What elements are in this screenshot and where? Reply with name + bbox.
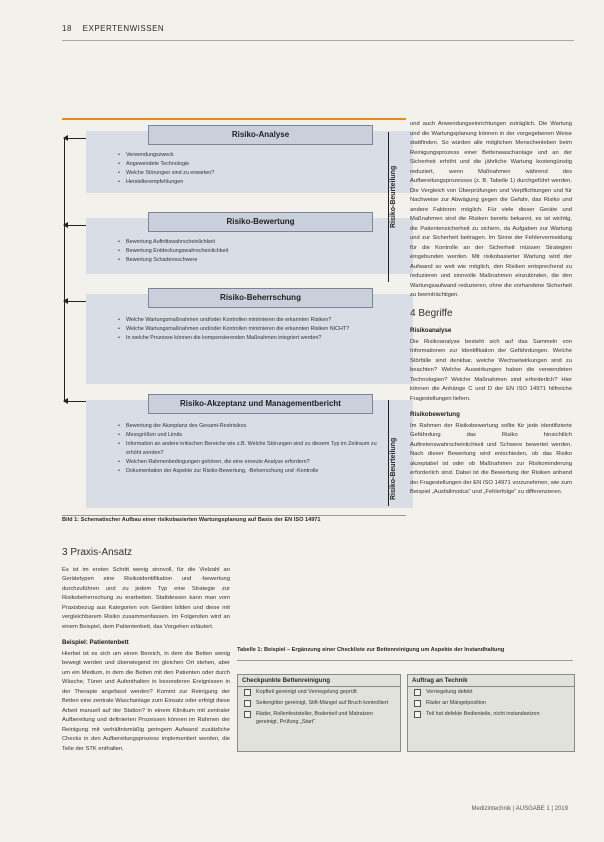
side-label: Risiko-Beurteilung bbox=[390, 437, 397, 500]
block-risk-analysis bbox=[86, 131, 413, 193]
checkbox[interactable] bbox=[244, 689, 251, 696]
body-text: und auch Anwendungseinrichtungen zuträglich. Die Wartung und die Wartungsplanung können in der vorgegebenen Weise stattfinden. So würden alle möglichen Menschenleben beim Reinigungsprozess einer Bettenwaschanlage und an der Sicherheit erhöht und die jährliche Wartung kostengünstig reduziert, wenn Maßnahmen während des Aufbereitungsprozesses (z. B. Tabelle 1) durchgeführt werden. Die Vergleich von Überprüfungen und Verpflichtungen und für Nachweise zur Abwägung gegen die Gefahr, das Risiko und andere Faktoren möglich. Für viele dieser Geräte und Maßnahmen sind die Risiken bereits bekannt, es ist wichtig, die Patientensicherheit zu sichern, da Aufgaben zur Wartung und zur Sicherheit beitragen. Im Sinne der Fehlervermeidung für die Kontrolle an der Sicherheit müssen Strategien eingebunden werden. Mit risikobasierter Wartung wird der Aufwand so weit wie möglich, den Risiken entsprechend zu reduzieren und sinnvolle Maßnahmen einzubinden, die den Wartungsaufwand reduzieren, ohne die vorhandene Sicherheit zu beeinträchtigen. bbox=[410, 121, 572, 298]
block-risk-control bbox=[86, 294, 413, 384]
table-column-cleaning bbox=[237, 674, 401, 752]
block-risk-acceptance bbox=[86, 400, 413, 508]
table-row bbox=[238, 698, 400, 709]
right-column bbox=[410, 120, 572, 498]
table-row bbox=[408, 709, 574, 720]
table-rule bbox=[237, 660, 573, 661]
table-column-technik bbox=[407, 674, 575, 752]
list-item: • Information an andere kritischen Bereiche wie z.B. Welche Störungen sind zu diesem Typ im Zeitraum zu erhöht worden? bbox=[118, 440, 393, 458]
table-row bbox=[238, 687, 400, 698]
subheading: Beispiel: Patientenbett bbox=[62, 639, 129, 646]
table-row bbox=[238, 709, 400, 728]
section-title: EXPERTENWISSEN bbox=[82, 24, 165, 33]
body-text: Es ist im ersten Schritt wenig sinnvoll, für die Vielzahl an Gerätetypen eine Risikoidentifikation und -bewertung durchzuführen und zu jedem Typ eine Strategie zur Risikobeherrschung zu erarbeiten. Stattdessen kann man vom Praxisbezug aus Kategorien von Geräten bilden und diese mit vergleichbarem Risiko zusammenfassen. Im Folgenden wird an einem Beispiel, dem Patientenbett, das Vorgehen erläutert. bbox=[62, 566, 230, 630]
checkbox[interactable] bbox=[414, 689, 421, 696]
caption-rule bbox=[62, 515, 406, 516]
table-caption: Tabelle 1: Beispiel – Ergänzung einer Checkliste zur Bettenreinigung um Aspekte der Instandhaltung bbox=[237, 647, 505, 653]
block-title: Risiko-Analyse bbox=[148, 125, 373, 145]
list-item: • Bewertung Entdeckungswahrscheinlichkeit bbox=[118, 247, 393, 256]
list-item: • Verwendungszweck bbox=[118, 151, 393, 160]
arrow-left bbox=[64, 225, 86, 226]
block-title: Risiko-Bewertung bbox=[148, 212, 373, 232]
bracket-line bbox=[388, 132, 389, 282]
list-item: • Welche Störungen sind zu erwarten? bbox=[118, 169, 393, 178]
list-item: • Welche Wartungsmaßnahmen und/oder Kontrollen minimieren die erkannten Risiken? bbox=[118, 316, 393, 325]
list-item: • Welchen Rahmenbedingungen gehören, die eine erneute Analyse erfordern? bbox=[118, 458, 393, 467]
section-heading: 3 Praxis-Ansatz bbox=[62, 547, 133, 558]
section-heading: 4 Begriffe bbox=[410, 307, 453, 319]
list-item: • Messgrößen und Limits bbox=[118, 431, 393, 440]
page-footer: Medizintechnik | AUSGABE 1 | 2019 bbox=[471, 806, 568, 812]
table-header: Auftrag an Technik bbox=[408, 675, 574, 687]
arrow-left bbox=[64, 138, 86, 139]
subheading: Risikobewertung bbox=[410, 411, 460, 418]
checkbox[interactable] bbox=[244, 711, 251, 718]
row-text: Teil hat defekte Bedienteile, nicht instandsetzen bbox=[426, 711, 540, 717]
bracket-line bbox=[388, 400, 389, 506]
page-header bbox=[62, 24, 164, 33]
table-row bbox=[408, 687, 574, 698]
table-header: Checkpunkte Bettenreinigung bbox=[238, 675, 400, 687]
row-text: Räder, Rollenfeststeller, Bodenteil und Matratzen gereinigt, Prüfung „Start“ bbox=[256, 711, 373, 725]
feedback-line bbox=[64, 138, 65, 401]
left-column bbox=[62, 548, 230, 754]
row-text: Räder an Mängelposition bbox=[426, 700, 486, 706]
side-label: Risiko-Beurteilung bbox=[390, 165, 397, 228]
list-item: • Herstellerempfehlungen bbox=[118, 178, 393, 187]
checklist-table bbox=[237, 674, 573, 752]
list-item: • Bewertung Schadensschwere bbox=[118, 256, 393, 265]
row-text: Kopfteil gereinigt und Verriegelung geprüft bbox=[256, 689, 357, 695]
row-text: Verriegelung defekt bbox=[426, 689, 473, 695]
checkbox[interactable] bbox=[414, 700, 421, 707]
body-text: Die Risikoanalyse besteht sich auf das Sammeln von Informationen zur Identifikation der Gefährdungen. Welche Störfälle sind denkbar, welche Wechselwirkungen sind zu beachten? Welche Auswirkungen haben die verwendeten Technologien? Welche Maßnahmen sind erforderlich? Hier können die Anhänge C und D der EN ISO 14971 hilfreiche Fragestellungen liefern. bbox=[410, 338, 572, 402]
body-text: Im Rahmen der Risikobewertung sollte für jede identifizierte Gefährdung das Risiko hinsichtlich Auftretenswahrscheinlichkeit und Schwere bewertet werden. Nach dieser Bewertung wird entschieden, ob das Risiko akzeptabel ist oder ob Maßnahmen zur Risikominderung erforderlich sind. Dabei ist die Bewertung der Risiken anhand der Fragestellungen der EN ISO 14971 vorzunehmen, wie zum Beispiel „Ausfallmodus“ und „Fehlerfolge“ zu differenzieren. bbox=[410, 422, 572, 495]
list-item: • Bewertung der Akzeptanz des Gesamt-Restrisikos bbox=[118, 422, 393, 431]
checkbox[interactable] bbox=[244, 700, 251, 707]
page-number: 18 bbox=[62, 24, 72, 33]
arrow-left bbox=[64, 301, 86, 302]
figure-caption: Bild 1: Schematischer Aufbau einer risikobasierten Wartungsplanung auf Basis der EN ISO 14971 bbox=[62, 517, 321, 523]
block-title: Risiko-Beherrschung bbox=[148, 288, 373, 308]
orange-rule bbox=[62, 118, 406, 120]
body-text: Hierbei ist es sich um einen Bereich, in dem die Betten wenig bewegt werden und überwiegend im gleichen Ort stehen, aber um ein Medium, in dem die Betten mit den Patienten oder durch Wäsche, Türen und Aufenthalten in besonderen Ereignissen in der Therapie angefasst werden? Kommt zur Reinigung der Betten eine zentrale Waschanlage zum Einsatz oder erfolgt diese Arbeit manuell auf der Station? In einem Klinikum mit zentraler Aufbereitung und definierten Prozessen können im Rahmen der Reinigung mit verhältnismäßig geringem Aufwand zusätzliche Checks in den Aufbereitungsprozess implementiert werden, die Teile der STK enthalten. bbox=[62, 650, 230, 752]
header-rule bbox=[62, 40, 574, 41]
subheading: Risikoanalyse bbox=[410, 327, 452, 334]
table-row bbox=[408, 698, 574, 709]
block-title: Risiko-Akzeptanz und Managementbericht bbox=[148, 394, 373, 414]
list-item: • Bewertung Auftrittswahrscheinlichkeit bbox=[118, 238, 393, 247]
block-risk-evaluation bbox=[86, 218, 413, 274]
list-item: • Angewendete Technologie bbox=[118, 160, 393, 169]
row-text: Seitengitter gereinigt, Stift-Mängel auf Bruch kontrolliert bbox=[256, 700, 389, 706]
risk-diagram bbox=[62, 118, 406, 512]
list-item: • In welche Prozesse können die kompensierenden Maßnahmen integriert werden? bbox=[118, 334, 393, 343]
list-item: • Dokumentation der Aspekte zur Risiko-Bewertung, -Beherrschung und -Kontrolle bbox=[118, 467, 393, 476]
arrow-left bbox=[64, 401, 86, 402]
list-item: • Welche Wartungsmaßnahmen und/oder Kontrollen minimieren die erkannten Risiken NICHT? bbox=[118, 325, 393, 334]
checkbox[interactable] bbox=[414, 711, 421, 718]
